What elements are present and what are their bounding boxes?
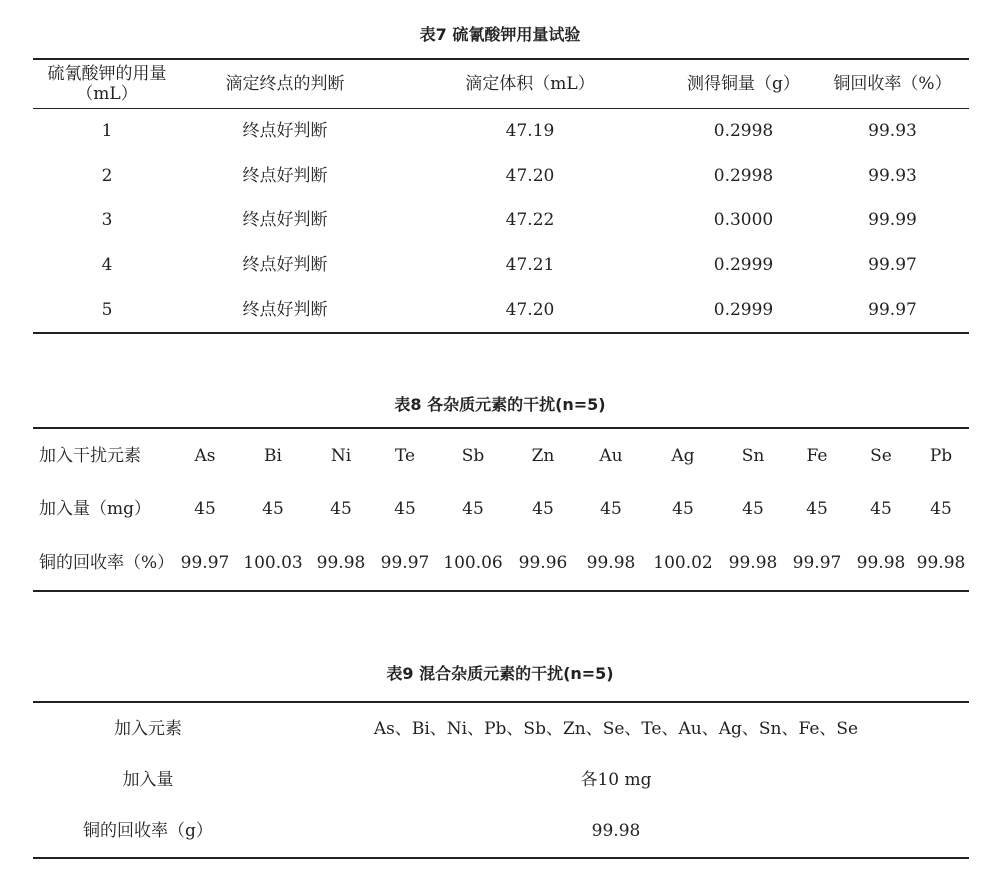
table8-amount: 45 — [194, 499, 216, 520]
table7-cell: 47.22 — [505, 210, 555, 231]
table8-recovery: 99.98 — [586, 552, 636, 573]
table8-caption: 表8 各杂质元素的干扰(n=5) — [394, 395, 606, 414]
table8-recovery: 100.06 — [443, 552, 503, 573]
table7-cell: 0.2998 — [713, 165, 774, 186]
table-row — [33, 109, 969, 154]
table-row — [33, 702, 969, 754]
table8-element: Zn — [531, 445, 555, 466]
table8-element: Bi — [264, 445, 282, 466]
table8-recovery: 99.98 — [856, 552, 906, 573]
table8-recovery-row — [33, 536, 969, 591]
table-row — [33, 754, 969, 805]
table7-cell: 47.21 — [505, 255, 555, 276]
table8-amount: 45 — [394, 499, 416, 520]
table8-amount: 45 — [330, 499, 352, 520]
table7-cell: 0.3000 — [713, 210, 774, 231]
table7-cell: 终点好判断 — [242, 210, 328, 231]
table7-cell: 0.2999 — [713, 299, 774, 320]
table8-recovery: 99.98 — [916, 552, 966, 573]
table7-header: 铜回收率（%） — [833, 74, 952, 94]
table8-element: Pb — [929, 445, 953, 466]
table8-row-label: 加入干扰元素 — [39, 445, 141, 466]
table8-recovery: 99.97 — [792, 552, 842, 573]
table7-cell: 4 — [101, 255, 113, 276]
table7-cell: 99.93 — [868, 165, 917, 186]
table9-value: As、Bi、Ni、Pb、Sb、Zn、Se、Te、Au、Ag、Sn、Fe、Se — [373, 718, 859, 739]
table7-cell: 终点好判断 — [242, 121, 328, 142]
table7-header-row — [33, 59, 969, 109]
table8-amount: 45 — [532, 499, 554, 520]
table8-amount: 45 — [600, 499, 622, 520]
table7-cell: 终点好判断 — [242, 299, 328, 320]
table7-cell: 99.93 — [868, 121, 917, 142]
table7-header: 滴定终点的判断 — [225, 74, 345, 94]
table8-recovery: 99.97 — [180, 552, 230, 573]
table-row — [33, 154, 969, 199]
table9-caption: 表9 混合杂质元素的干扰(n=5) — [386, 664, 614, 683]
table8-recovery: 99.97 — [380, 552, 430, 573]
table8-amount: 45 — [806, 499, 828, 520]
table-row — [33, 287, 969, 333]
table7 — [33, 58, 969, 334]
table-row — [33, 806, 969, 858]
table8-amount: 45 — [462, 499, 484, 520]
table8-elements-row — [33, 428, 969, 483]
table8-recovery: 99.98 — [316, 552, 366, 573]
table-row — [33, 243, 969, 288]
table7-cell: 1 — [101, 121, 113, 142]
table9-value: 99.98 — [591, 821, 641, 842]
table8-row-label: 铜的回收率（%） — [39, 552, 175, 573]
table7-cell: 3 — [101, 210, 113, 231]
table7-cell: 47.19 — [505, 121, 555, 142]
table7-cell: 终点好判断 — [242, 165, 328, 186]
table8-element: Se — [870, 445, 892, 466]
table7-cell: 99.99 — [868, 210, 917, 231]
table8-amount: 45 — [930, 499, 952, 520]
table7-header: 滴定体积（mL） — [465, 74, 595, 94]
table-row — [33, 198, 969, 243]
table7-cell: 47.20 — [505, 165, 555, 186]
table8-recovery: 100.02 — [653, 552, 713, 573]
table8-recovery: 99.98 — [728, 552, 778, 573]
table9 — [33, 701, 969, 859]
table7-cell: 47.20 — [505, 299, 555, 320]
table7-cell: 2 — [101, 165, 113, 186]
table8-recovery: 99.96 — [518, 552, 568, 573]
table7-caption: 表7 硫氰酸钾用量试验 — [419, 25, 581, 44]
table7-cell: 99.97 — [868, 299, 917, 320]
table7-header: 测得铜量（g） — [687, 74, 800, 94]
table8-element: Ag — [671, 445, 695, 466]
table7-cell: 99.97 — [868, 255, 917, 276]
table8-element: Te — [394, 445, 416, 466]
table9-label: 铜的回收率（g） — [83, 821, 213, 842]
table8 — [33, 427, 969, 592]
table7-header: 硫氰酸钾的用量（mL） — [47, 64, 167, 104]
table8-element: Fe — [806, 445, 828, 466]
table8-amount: 45 — [672, 499, 694, 520]
table7-cell: 0.2998 — [713, 121, 774, 142]
table8-row-label: 加入量（mg） — [39, 499, 152, 520]
table7-cell: 0.2999 — [713, 255, 774, 276]
table8-element: Au — [599, 445, 623, 466]
table9-label: 加入元素 — [114, 718, 182, 739]
table9-label: 加入量 — [122, 769, 174, 790]
table8-amount: 45 — [870, 499, 892, 520]
table7-cell: 终点好判断 — [242, 255, 328, 276]
table8-element: Ni — [330, 445, 352, 466]
table8-amounts-row — [33, 483, 969, 537]
table8-recovery: 100.03 — [243, 552, 303, 573]
table8-element: Sb — [461, 445, 485, 466]
table7-cell: 5 — [101, 299, 113, 320]
table9-value: 各10 mg — [580, 769, 652, 790]
table8-element: As — [194, 445, 216, 466]
table8-element: Sn — [741, 445, 765, 466]
table8-amount: 45 — [742, 499, 764, 520]
table8-amount: 45 — [262, 499, 284, 520]
